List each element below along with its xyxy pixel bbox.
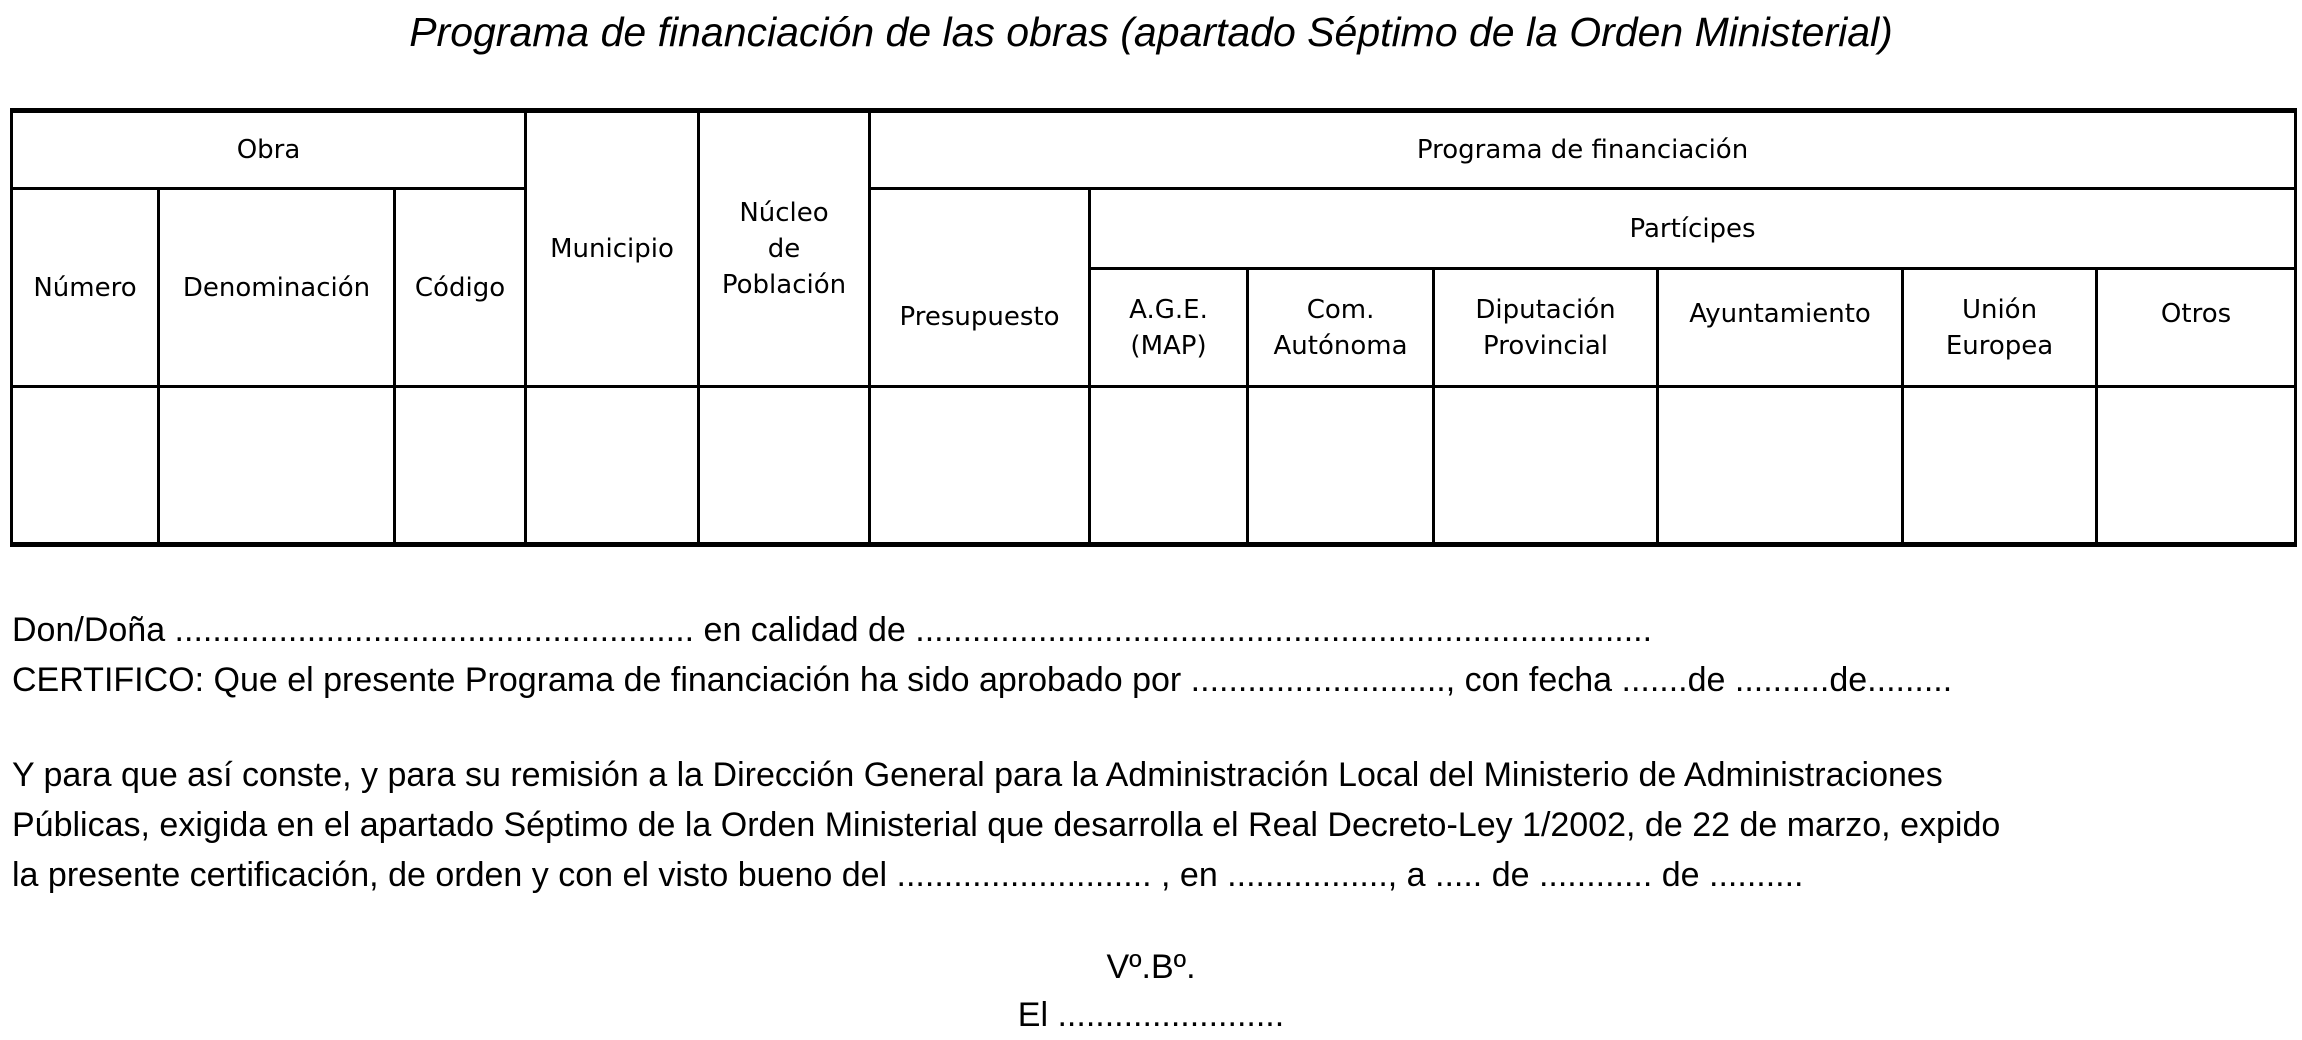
header-age-line1: A.G.E. — [1129, 294, 1208, 325]
financing-program-table — [10, 108, 2297, 547]
cell-nucleo-poblacion[interactable] — [699, 387, 870, 545]
header-ayuntamiento-label: Ayuntamiento — [1689, 299, 1871, 329]
cell-otros[interactable] — [2097, 387, 2296, 545]
paragraph-line-3: la presente certificación, de orden y con el visto bueno del ........................... , en ................., a ..... de ............ de .......... — [12, 856, 1804, 894]
header-programa-financiacion: Programa de financiación — [870, 111, 2296, 189]
signature-line: El ........................ — [1017, 996, 1285, 1034]
header-ue-line1: Unión — [1961, 294, 2038, 325]
header-otros-label: Otros — [2160, 299, 2232, 329]
cell-comunidad-autonoma[interactable] — [1248, 387, 1434, 545]
document-title: Programa de financiación de las obras (apartado Séptimo de la Orden Ministerial) — [409, 9, 1893, 55]
header-union-europea — [1903, 269, 2097, 387]
header-nucleo-line1: Núcleo — [739, 198, 829, 228]
header-com-line1: Com. — [1306, 294, 1375, 325]
header-ayuntamiento — [1658, 269, 1903, 387]
paragraph-line-2: Públicas, exigida en el apartado Séptimo de la Orden Ministerial que desarrolla el Real Decreto-Ley 1/2002, de 22 de marzo, expido — [12, 806, 2001, 844]
header-otros — [2097, 269, 2296, 387]
cell-union-europea[interactable] — [1903, 387, 2097, 545]
don-dona-line — [12, 605, 1652, 655]
certifico-line: CERTIFICO: Que el presente Programa de financiación ha sido aprobado por ..........................., con fecha .......de ..........de......... — [12, 661, 1953, 699]
header-nucleo-line2: de — [767, 234, 801, 264]
cell-codigo[interactable] — [395, 387, 526, 545]
header-age-map — [1090, 269, 1248, 387]
paragraph-line-1: Y para que así conste, y para su remisión a la Dirección General para la Administración Local del Ministerio de Administraciones — [12, 756, 1943, 794]
cell-age-map[interactable] — [1090, 387, 1248, 545]
header-dip-line1: Diputación — [1475, 294, 1616, 325]
header-com-line2: Autónoma — [1273, 330, 1408, 361]
header-comunidad-autonoma — [1248, 269, 1434, 387]
table-row — [12, 387, 2296, 545]
visto-bueno-label: Vº.Bº. — [1106, 948, 1196, 986]
header-numero: Número — [12, 189, 159, 387]
header-nucleo-line3: Población — [721, 270, 847, 300]
header-municipio: Municipio — [526, 111, 699, 387]
header-age-line2: (MAP) — [1130, 330, 1207, 361]
header-ue-line2: Europea — [1945, 330, 2054, 361]
header-diputacion-provincial — [1434, 269, 1658, 387]
cell-numero[interactable] — [12, 387, 159, 545]
cell-municipio[interactable] — [526, 387, 699, 545]
header-obra: Obra — [12, 111, 526, 189]
cell-diputacion-provincial[interactable] — [1434, 387, 1658, 545]
header-dip-line2: Provincial — [1483, 330, 1609, 361]
cell-presupuesto[interactable] — [870, 387, 1090, 545]
don-dona-text: Don/Doña ....................................................... en calidad de .............................................................................. — [12, 611, 1653, 649]
header-participes: Partícipes — [1090, 189, 2296, 269]
cell-denominacion[interactable] — [159, 387, 395, 545]
header-denominacion: Denominación — [159, 189, 395, 387]
header-nucleo-poblacion — [699, 111, 870, 387]
cell-ayuntamiento[interactable] — [1658, 387, 1903, 545]
header-presupuesto: Presupuesto — [870, 189, 1090, 387]
header-codigo: Código — [395, 189, 526, 387]
